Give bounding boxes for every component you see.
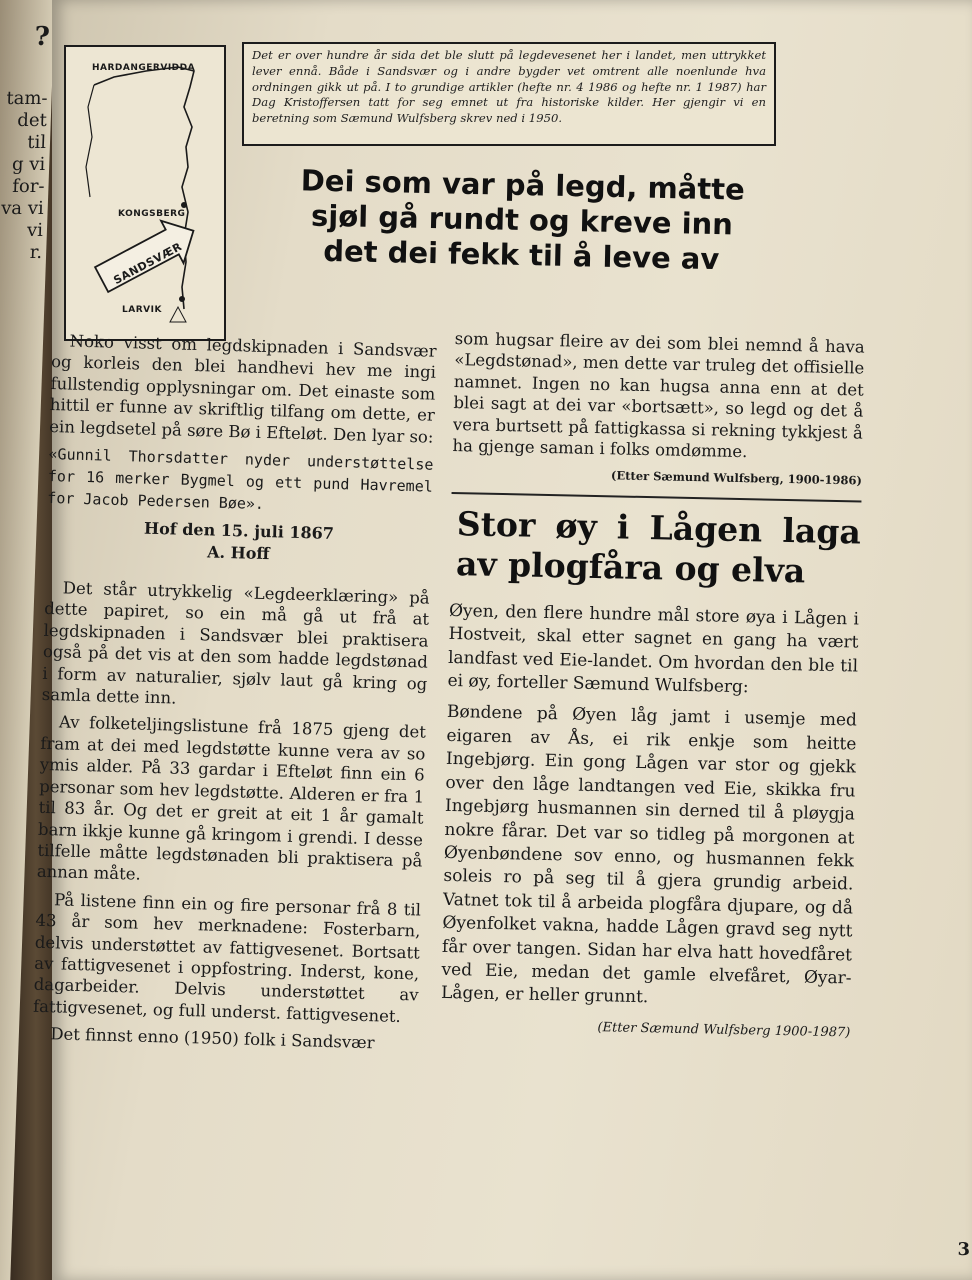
column-left [32, 330, 437, 1061]
left-page-fragment: r. [29, 242, 43, 263]
map-drawing [66, 47, 224, 339]
headline-line: sjøl gå rundt og kreve inn [310, 198, 734, 242]
map-label-kongsberg: KONGSBERG [118, 209, 186, 219]
map-label-sandsvaer: SANDSVÆR [111, 240, 185, 287]
headline-line: Dei som var på legd, måtte [300, 163, 746, 207]
article-headline-2: Stor øy i Lågen laga av plogfåra og elva [455, 503, 862, 591]
signature-name: A. Hoff [206, 542, 270, 564]
paragraph: Noko visst om legdskipnaden i Sandsvær og korleis den blei handhevi hev me ingi fullstendig opplysningar om. Det einaste som hittil er funne av skriftlig tilfang om dette, er ein legdsetel på søre Bø i Efteløt. Den lyar so: [49, 331, 437, 447]
paragraph: Øyen, den flere hundre mål store øya i Lågen i Hostveit, skal etter sagnet en gang ha vært landfast ved Eie-landet. Om hvordan den ble til ei øy, forteller Sæmund Wulfsberg: [447, 600, 860, 698]
signature [46, 515, 432, 570]
map-label-larvik: LARVIK [122, 305, 162, 315]
left-page-fragment: for- [11, 176, 45, 197]
paragraph: Bøndene på Øyen låg jamt i usemje med eigaren av Ås, ei rik enkje som heitte Ingebjørg. Ein gong Lågen var stor og gjekk over den låge landtangen ved Eie, skikka fru Ingebjørg husmannen sin derned til å pløygja nokre fårar. Det var so tidleg på morgonen at Øyenbøndene sov enno, og husmannen fekk soleis ro på seg til å gjera grundig arbeid. Vatnet tok til å arbeida plogfåra djupare, og då Øyenfolket vakna, hadde Lågen gravd seg nytt får over tangen. Sidan har elva hatt hovedfåret ved Eie, medan det gamle elvefåret, Øyar-Lågen, er heller grunnt. [440, 702, 858, 1008]
paragraph: som hugsar fleire av dei som blei nemnd å hava «Legdstønad», men dette var truleg det offisielle namnet. Ingen no kan hugsa anna enn at det blei sagt at dei var «bortsætt», so legd og det å vera burtsett på fattigkassa si rekning tykkjest å ha gjenge saman i folks omdømme. [452, 328, 865, 462]
paragraph: På listene finn ein og fire personar frå 8 til 43 år som hev merknadene: Fosterbarn, delvis understøttet av fattigvesenet. Bortsatt av fattigvesenet i oppfostring. Inderst, kone, dagarbeider. Delvis understøttet av fattigvesenet, og full underst. fattigvesenet. [32, 890, 422, 1026]
article-credit-2: (Etter Sæmund Wulfsberg 1900-1987) [597, 1019, 851, 1041]
intro-box: Det er over hundre år sida det ble slutt på legdevesenet her i landet, men uttrykket lever ennå. Både i Sandsvær og i andre bygder vet omtrent alle noenlunde hva ordningen gikk ut på. I to grundige artikler (hefte nr. 4 1986 og hefte nr. 1 1987) har Dag Kristoffersen tatt for seg emnet ut fra historiske kilder. Her gjengir vi en beretning som Sæmund Wulfsberg skrev ned i 1950. [242, 42, 776, 146]
left-page-fragment: det [17, 110, 48, 131]
map-illustration [64, 45, 226, 341]
headline-line: det dei fekk til å leve av [322, 233, 720, 277]
left-page-fragment: tam- [6, 88, 48, 109]
signature-date: Hof den 15. juli 1867 [143, 518, 335, 543]
map-label-hardangervidda: HARDANGERVIDDA [92, 63, 196, 73]
divider [452, 492, 862, 503]
page-number: 3 [957, 1239, 970, 1260]
left-page-fragment: va vi [0, 198, 45, 219]
column-right [440, 328, 865, 1044]
paragraph: Det finnst enno (1950) folk i Sandsvær [50, 1024, 375, 1053]
left-page-fragment: g vi [11, 154, 46, 175]
magazine-page [32, 0, 972, 1280]
left-page-fragment: til [26, 132, 47, 153]
article-body-2 [441, 600, 859, 1014]
paragraph: Av folketeljingslistune frå 1875 gjeng det fram at dei med legdstøtte kunne vera av so ymis alder. På 33 gardar i Efteløt finn ein 6 personar som hev legdstøtte. Alderen er fra 1 til 83 år. Og det er greit at eit 1 år gamalt barn ikkje kunne gå kringom i grendi. I desse tilfelle måtte legdstønaden bli praktisera på annan måte. [36, 712, 427, 884]
article-credit: (Etter Sæmund Wulfsberg, 1900-1986) [610, 468, 863, 488]
left-page-fragment: vi [26, 220, 44, 241]
quote-legdsetel: «Gunnil Thorsdatter nyder understøttelse for 16 merker Bygmel og ett pund Havremel for Jacob Pedersen Bøe». [47, 444, 434, 514]
paragraph: Det står utrykkelig «Legdeerklæring» på dette papiret, so ein må gå ut frå at legdskipnaden i Sandsvær blei praktisera også på det vis at den som hadde legdstønad i form av naturalier, sjølv laut gå kring og samla dette inn. [41, 578, 430, 708]
left-page-fragment: ? [33, 22, 51, 52]
article-headline [231, 162, 813, 279]
